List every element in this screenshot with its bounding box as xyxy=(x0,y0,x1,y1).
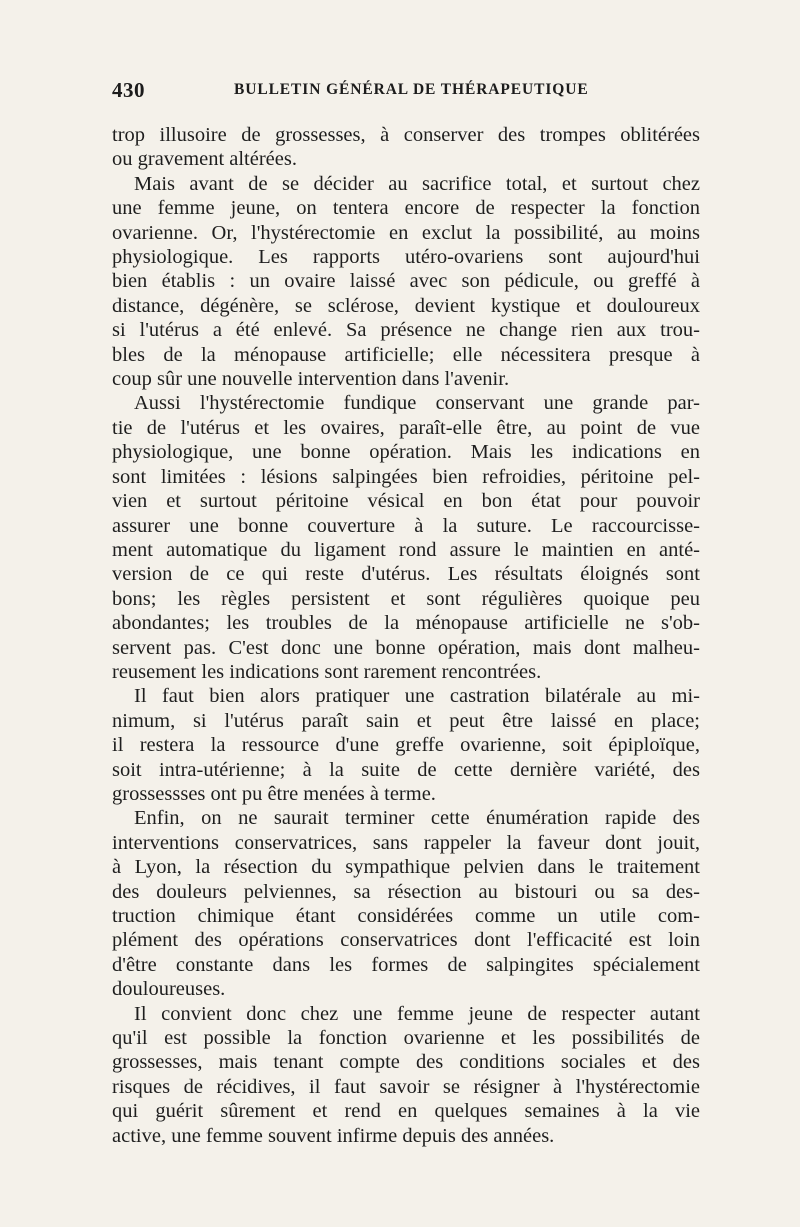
text-line: bles de la ménopause artificielle; elle nécessitera presque à xyxy=(112,343,700,366)
running-title: BULLETIN GÉNÉRAL DE THÉRAPEUTIQUE xyxy=(234,81,589,98)
text-line: bien établis : un ovaire laissé avec son pédicule, ou greffé à xyxy=(112,270,700,293)
paragraph xyxy=(112,391,700,684)
text-line: physiologique. Les rapports utéro-ovariens sont aujourd'hui xyxy=(112,246,700,269)
page-number: 430 xyxy=(112,78,145,102)
text-line: soit intra-utérienne; à la suite de cette dernière variété, des xyxy=(112,758,700,781)
text-line: Mais avant de se décider au sacrifice total, et surtout chez xyxy=(134,172,700,195)
text-line: douloureuses. xyxy=(112,978,226,1001)
paragraph xyxy=(112,172,700,392)
text-line: si l'utérus a été enlevé. Sa présence ne change rien aux trou- xyxy=(112,319,700,342)
text-line: physiologique, une bonne opération. Mais les indications en xyxy=(112,441,700,464)
text-line: nimum, si l'utérus paraît sain et peut être laissé en place; xyxy=(112,709,700,732)
text-line: trop illusoire de grossesses, à conserver des trompes oblitérées xyxy=(112,124,700,146)
text-line: grossessses ont pu être menées à terme. xyxy=(112,782,436,805)
text-line: d'être constante dans les formes de salpingites spécialement xyxy=(112,953,700,976)
page-header xyxy=(112,78,702,106)
body-text xyxy=(112,123,700,1148)
text-line: active, une femme souvent infirme depuis des années. xyxy=(112,1124,555,1147)
text-line: grossesses, mais tenant compte des conditions sociales et des xyxy=(112,1051,700,1074)
text-line: risques de récidives, il faut savoir se résigner à l'hystérectomie xyxy=(112,1075,700,1098)
paragraph xyxy=(112,123,700,172)
text-line: qui guérit sûrement et rend en quelques semaines à la vie xyxy=(112,1100,700,1123)
text-line: version de ce qui reste d'utérus. Les résultats éloignés sont xyxy=(112,563,700,586)
text-line: sont limitées : lésions salpingées bien refroidies, péritoine pel- xyxy=(112,465,700,488)
text-line: interventions conservatrices, sans rappeler la faveur dont jouit, xyxy=(112,831,700,854)
text-line: plément des opérations conservatrices dont l'efficacité est loin xyxy=(112,929,700,952)
text-line: ovarienne. Or, l'hystérectomie en exclut la possibilité, au moins xyxy=(112,221,700,244)
text-line: Il faut bien alors pratiquer une castration bilatérale au mi- xyxy=(134,685,700,708)
text-line: abondantes; les troubles de la ménopause artificielle ne s'ob- xyxy=(112,612,700,635)
text-line: bons; les règles persistent et sont régulières quoique peu xyxy=(112,587,700,610)
text-line: coup sûr une nouvelle intervention dans l'avenir. xyxy=(112,368,510,391)
text-line: distance, dégénère, se sclérose, devient kystique et douloureux xyxy=(112,294,700,317)
text-line: Il convient donc chez une femme jeune de respecter autant xyxy=(134,1002,700,1025)
text-line: ment automatique du ligament rond assure le maintien en anté- xyxy=(112,538,700,561)
text-line: reusement les indications sont rarement rencontrées. xyxy=(112,660,542,683)
text-line: servent pas. C'est donc une bonne opération, mais dont malheu- xyxy=(112,636,700,659)
text-line: Enfin, on ne saurait terminer cette énumération rapide des xyxy=(134,807,700,830)
text-line: vien et surtout péritoine vésical en bon état pour pouvoir xyxy=(112,490,700,513)
text-line: Aussi l'hystérectomie fundique conservant une grande par- xyxy=(134,392,700,415)
paragraph xyxy=(112,684,700,806)
text-line: assurer une bonne couverture à la suture. Le raccourcisse- xyxy=(112,514,700,537)
text-line: tie de l'utérus et les ovaires, paraît-elle être, au point de vue xyxy=(112,416,700,439)
text-line: une femme jeune, on tentera encore de respecter la fonction xyxy=(112,197,700,220)
text-line: truction chimique étant considérées comme un utile com- xyxy=(112,905,700,927)
text-line: il restera la ressource d'une greffe ovarienne, soit épiploïque, xyxy=(112,734,700,757)
text-line: à Lyon, la résection du sympathique pelvien dans le traitement xyxy=(112,856,700,879)
text-line: ou gravement altérées. xyxy=(112,148,297,171)
text-line: qu'il est possible la fonction ovarienne et les possibilités de xyxy=(112,1027,700,1050)
paragraph xyxy=(112,1002,700,1148)
paragraph xyxy=(112,806,700,1001)
text-line: des douleurs pelviennes, sa résection au bistouri ou sa des- xyxy=(112,880,700,903)
